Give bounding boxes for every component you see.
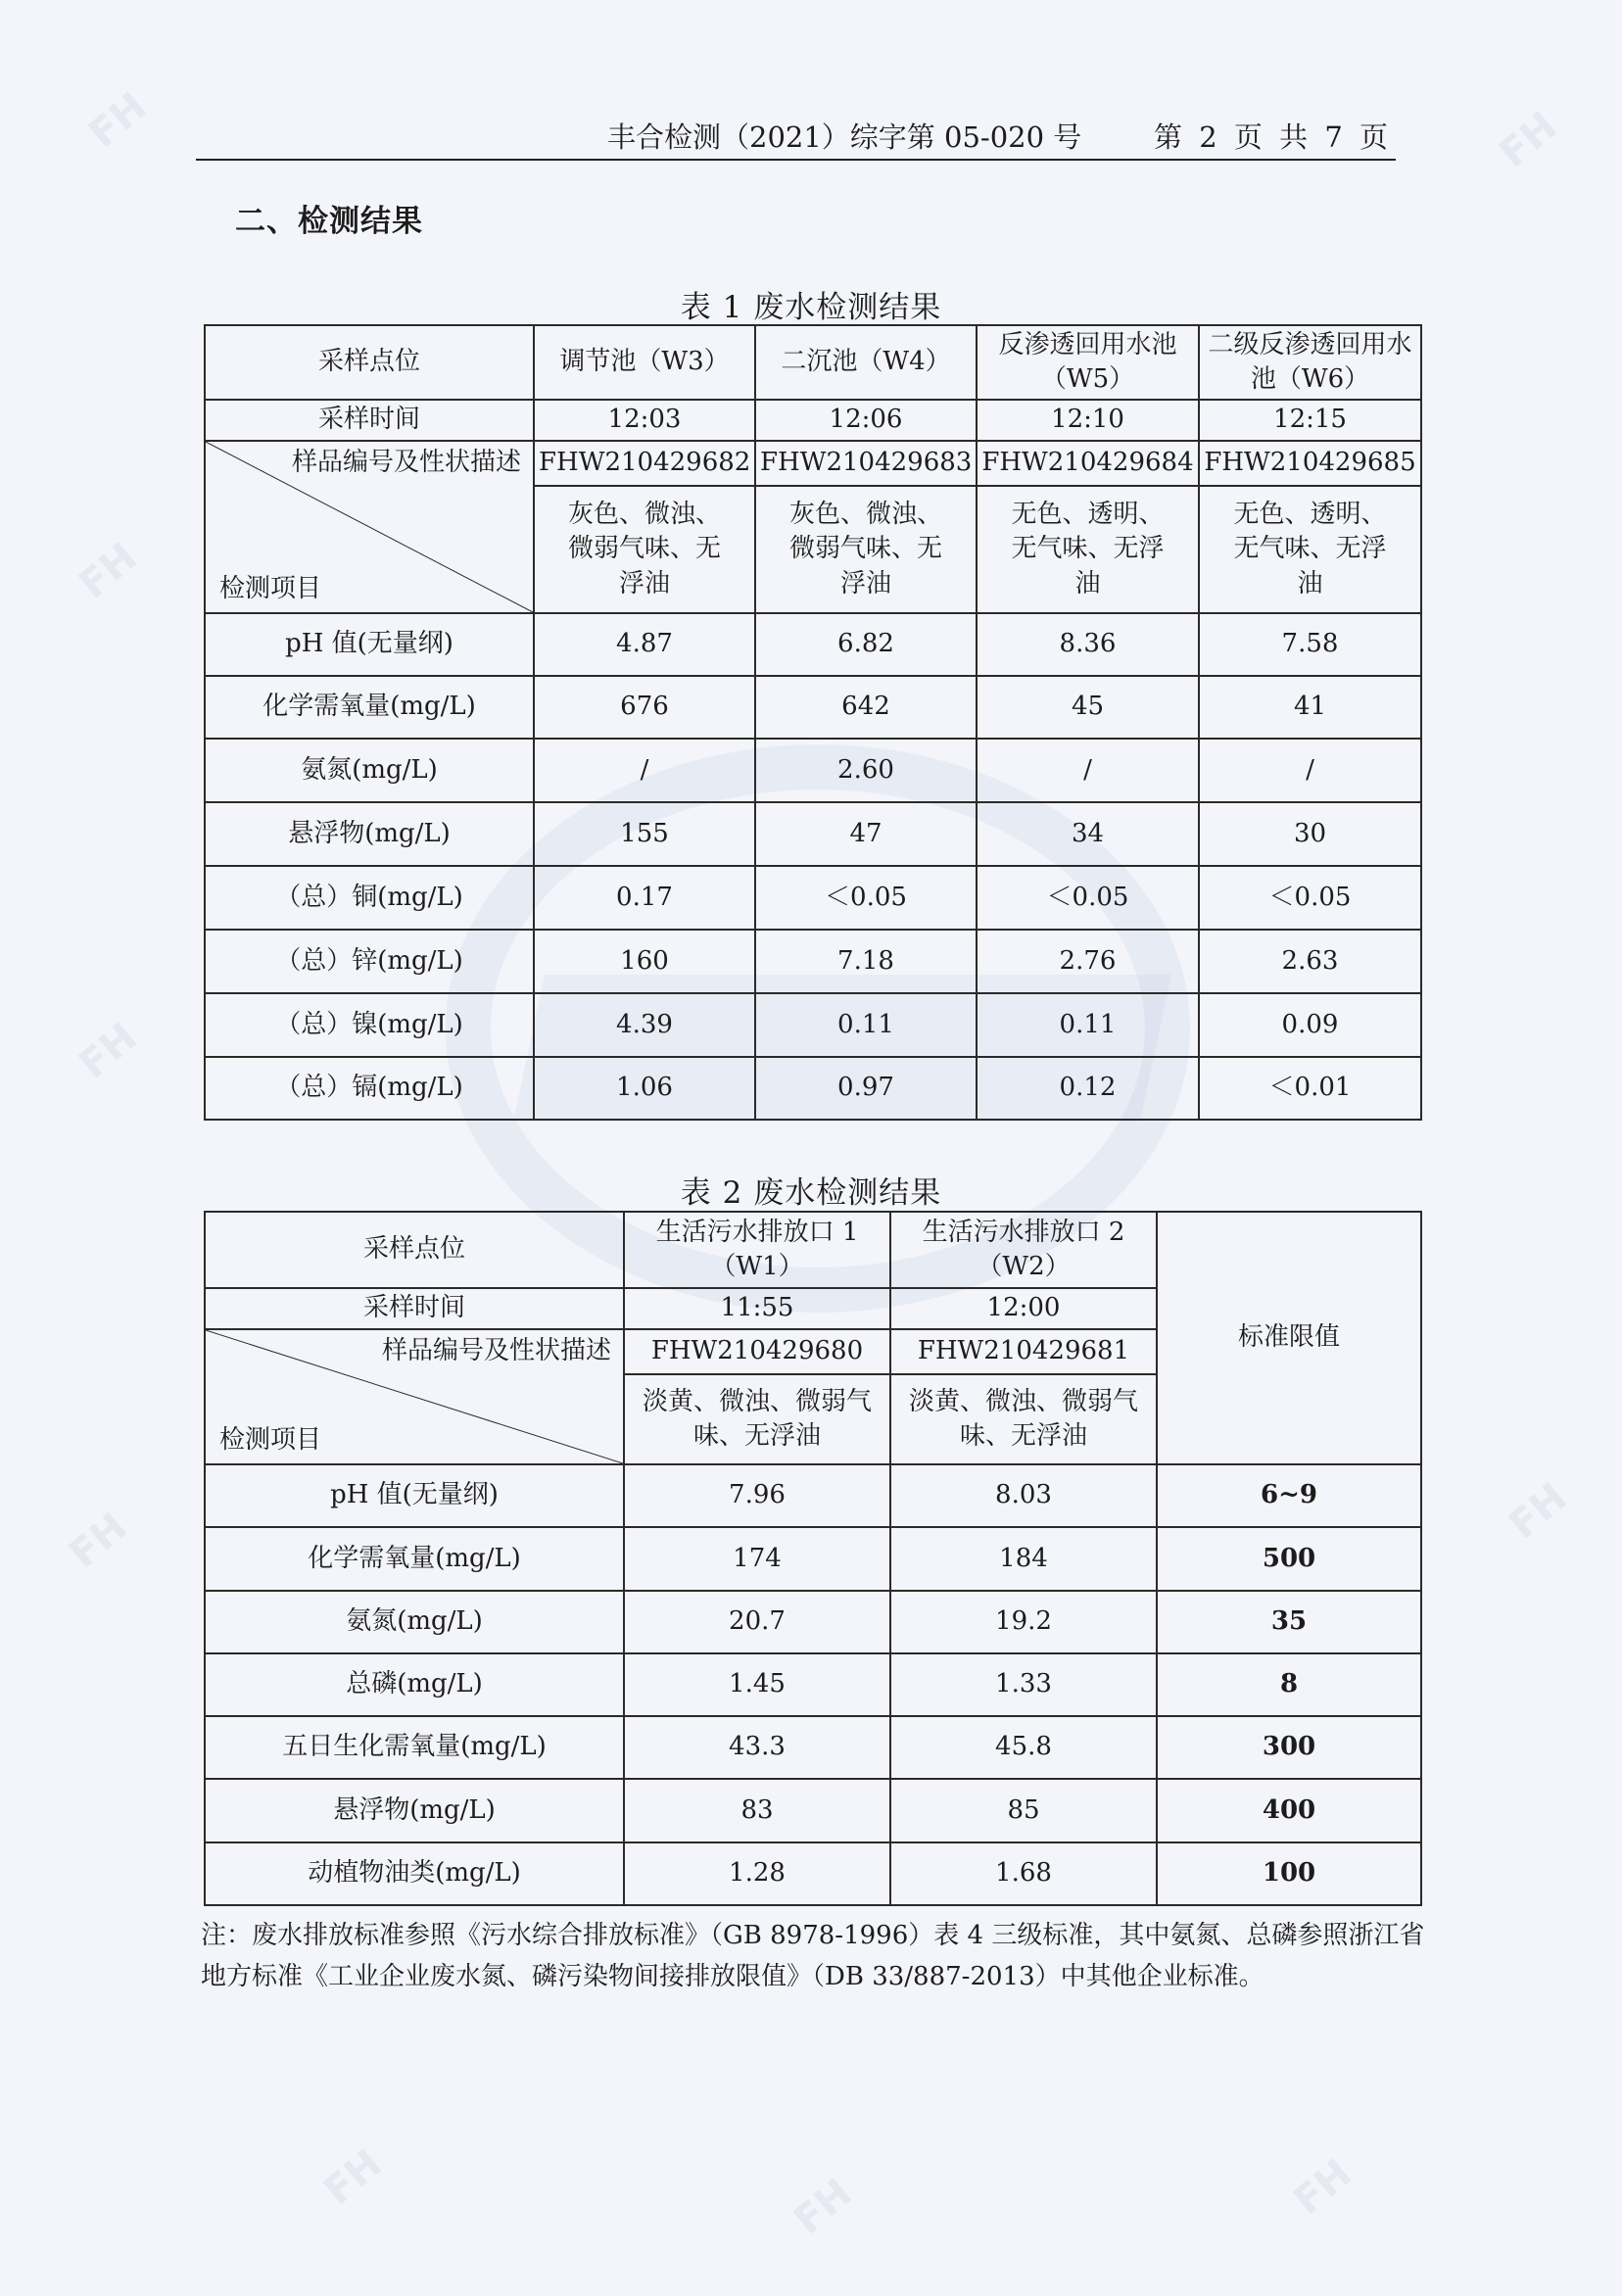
value-cell: 6.82 (755, 613, 977, 676)
value-cell: 45.8 (890, 1716, 1157, 1779)
item-cell: 氨氮(mg/L) (205, 739, 534, 802)
table2 (204, 1211, 1422, 1906)
table-row (205, 802, 1421, 866)
value-cell: 7.96 (624, 1464, 890, 1527)
row-label: 采样时间 (205, 1288, 624, 1329)
table-row (205, 613, 1421, 676)
value-cell: 43.3 (624, 1716, 890, 1779)
value-cell: 8.36 (977, 613, 1199, 676)
section-title: 二、检测结果 (235, 204, 423, 239)
value-cell: 174 (624, 1527, 890, 1591)
corner-bottom-label: 检测项目 (219, 573, 322, 603)
limit-cell: 8 (1157, 1653, 1421, 1716)
site-cell: 反渗透回用水池（W5） (977, 325, 1199, 400)
table-row (205, 1842, 1421, 1905)
value-cell: 1.28 (624, 1842, 890, 1905)
item-cell: pH 值(无量纲) (205, 613, 534, 676)
footnote: 注：废水排放标准参照《污水综合排放标准》（GB 8978-1996）表 4 三级标准，其中氨氮、总磷参照浙江省地方标准《工业企业废水氮、磷污染物间接排放限值》（DB 33/887-2013）中其他企业标准。 (201, 1921, 1425, 1991)
table-row (205, 1057, 1421, 1120)
value-cell: 0.11 (977, 993, 1199, 1057)
item-cell: pH 值(无量纲) (205, 1464, 624, 1527)
limit-cell: 300 (1157, 1716, 1421, 1779)
value-cell: 1.45 (624, 1653, 890, 1716)
table-row (205, 930, 1421, 993)
row-label: 采样点位 (205, 1212, 624, 1288)
table-row (205, 1591, 1421, 1653)
value-cell: 676 (534, 676, 755, 739)
item-cell: 总磷(mg/L) (205, 1653, 624, 1716)
value-cell: 0.97 (755, 1057, 977, 1120)
fh-watermark: FH (1491, 103, 1566, 177)
item-cell: （总）镉(mg/L) (205, 1057, 534, 1120)
table-row (205, 1653, 1421, 1716)
time-cell: 12:00 (890, 1288, 1157, 1329)
value-cell: 83 (624, 1779, 890, 1842)
item-cell: 悬浮物(mg/L) (205, 1779, 624, 1842)
report-code: 丰合检测（2021）综字第 05-020 号 (607, 120, 1082, 154)
item-cell: （总）铜(mg/L) (205, 866, 534, 930)
site-cell: 生活污水排放口 2（W2） (890, 1212, 1157, 1288)
value-cell: 19.2 (890, 1591, 1157, 1653)
corner-top-label: 样品编号及性状描述 (291, 448, 521, 477)
item-cell: （总）锌(mg/L) (205, 930, 534, 993)
corner-top-label: 样品编号及性状描述 (381, 1336, 611, 1365)
value-cell: 184 (890, 1527, 1157, 1591)
limit-cell: 100 (1157, 1842, 1421, 1905)
table-row (205, 1527, 1421, 1591)
table-row (205, 676, 1421, 739)
item-cell: 氨氮(mg/L) (205, 1591, 624, 1653)
value-cell: / (977, 739, 1199, 802)
description-cell: 无色、透明、无气味、无浮油 (977, 486, 1199, 613)
row-label: 采样时间 (205, 400, 534, 441)
table-row (205, 866, 1421, 930)
table1-sample-id-row (205, 441, 1421, 486)
sample-id-cell: FHW210429680 (624, 1329, 890, 1374)
value-cell: 30 (1199, 802, 1421, 866)
value-cell: / (534, 739, 755, 802)
fh-watermark: FH (315, 2140, 391, 2215)
item-cell: 动植物油类(mg/L) (205, 1842, 624, 1905)
description-cell: 淡黄、微浊、微弱气味、无浮油 (890, 1374, 1157, 1464)
site-cell: 调节池（W3） (534, 325, 755, 400)
value-cell: 2.60 (755, 739, 977, 802)
sample-id-cell: FHW210429683 (755, 441, 977, 486)
value-cell: ＜0.05 (1199, 866, 1421, 930)
site-cell: 二沉池（W4） (755, 325, 977, 400)
sample-id-cell: FHW210429681 (890, 1329, 1157, 1374)
fh-watermark: FH (786, 2170, 861, 2244)
value-cell: ＜0.01 (1199, 1057, 1421, 1120)
item-cell: 五日生化需氧量(mg/L) (205, 1716, 624, 1779)
table1-time-row (205, 400, 1421, 441)
table2-caption: 表 2 废水检测结果 (680, 1175, 942, 1211)
limit-cell: 400 (1157, 1779, 1421, 1842)
value-cell: 4.87 (534, 613, 755, 676)
table1-site-row (205, 325, 1421, 400)
time-cell: 11:55 (624, 1288, 890, 1329)
value-cell: ＜0.05 (977, 866, 1199, 930)
table-row (205, 739, 1421, 802)
value-cell: 1.68 (890, 1842, 1157, 1905)
item-cell: 化学需氧量(mg/L) (205, 1527, 624, 1591)
time-cell: 12:03 (534, 400, 755, 441)
table-row (205, 1716, 1421, 1779)
table2-site-row (205, 1212, 1421, 1288)
description-cell: 无色、透明、无气味、无浮油 (1199, 486, 1421, 613)
table-row (205, 993, 1421, 1057)
value-cell: 0.11 (755, 993, 977, 1057)
value-cell: 41 (1199, 676, 1421, 739)
value-cell: 0.09 (1199, 993, 1421, 1057)
value-cell: 4.39 (534, 993, 755, 1057)
value-cell: 8.03 (890, 1464, 1157, 1527)
value-cell: 2.76 (977, 930, 1199, 993)
sample-id-cell: FHW210429682 (534, 441, 755, 486)
value-cell: ＜0.05 (755, 866, 977, 930)
page-header (196, 116, 1396, 161)
standard-limit-header: 标准限值 (1157, 1212, 1421, 1464)
description-cell: 灰色、微浊、微弱气味、无浮油 (534, 486, 755, 613)
time-cell: 12:10 (977, 400, 1199, 441)
item-cell: 化学需氧量(mg/L) (205, 676, 534, 739)
table1 (204, 324, 1422, 1121)
value-cell: 155 (534, 802, 755, 866)
corner-cell (205, 1329, 624, 1464)
value-cell: / (1199, 739, 1421, 802)
value-cell: 47 (755, 802, 977, 866)
fh-watermark: FH (80, 83, 156, 158)
item-cell: （总）镍(mg/L) (205, 993, 534, 1057)
time-cell: 12:15 (1199, 400, 1421, 441)
table-row (205, 1779, 1421, 1842)
fh-watermark: FH (71, 1014, 146, 1088)
value-cell: 642 (755, 676, 977, 739)
site-cell: 二级反渗透回用水池（W6） (1199, 325, 1421, 400)
value-cell: 20.7 (624, 1591, 890, 1653)
value-cell: 0.17 (534, 866, 755, 930)
limit-cell: 500 (1157, 1527, 1421, 1591)
sample-id-cell: FHW210429685 (1199, 441, 1421, 486)
item-cell: 悬浮物(mg/L) (205, 802, 534, 866)
page-number: 第 2 页 共 7 页 (1154, 120, 1392, 154)
table-row (205, 1464, 1421, 1527)
value-cell: 85 (890, 1779, 1157, 1842)
value-cell: 7.18 (755, 930, 977, 993)
value-cell: 160 (534, 930, 755, 993)
value-cell: 1.06 (534, 1057, 755, 1120)
description-cell: 淡黄、微浊、微弱气味、无浮油 (624, 1374, 890, 1464)
value-cell: 1.33 (890, 1653, 1157, 1716)
fh-watermark: FH (1501, 1474, 1576, 1549)
value-cell: 34 (977, 802, 1199, 866)
value-cell: 7.58 (1199, 613, 1421, 676)
corner-cell (205, 441, 534, 613)
description-cell: 灰色、微浊、微弱气味、无浮油 (755, 486, 977, 613)
row-label: 采样点位 (205, 325, 534, 400)
limit-cell: 35 (1157, 1591, 1421, 1653)
value-cell: 2.63 (1199, 930, 1421, 993)
corner-bottom-label: 检测项目 (219, 1424, 322, 1455)
fh-watermark: FH (61, 1504, 136, 1578)
fh-watermark: FH (1285, 2150, 1360, 2224)
table1-caption: 表 1 废水检测结果 (680, 290, 942, 325)
sample-id-cell: FHW210429684 (977, 441, 1199, 486)
site-cell: 生活污水排放口 1（W1） (624, 1212, 890, 1288)
value-cell: 45 (977, 676, 1199, 739)
time-cell: 12:06 (755, 400, 977, 441)
value-cell: 0.12 (977, 1057, 1199, 1120)
fh-watermark: FH (71, 534, 146, 608)
limit-cell: 6~9 (1157, 1464, 1421, 1527)
